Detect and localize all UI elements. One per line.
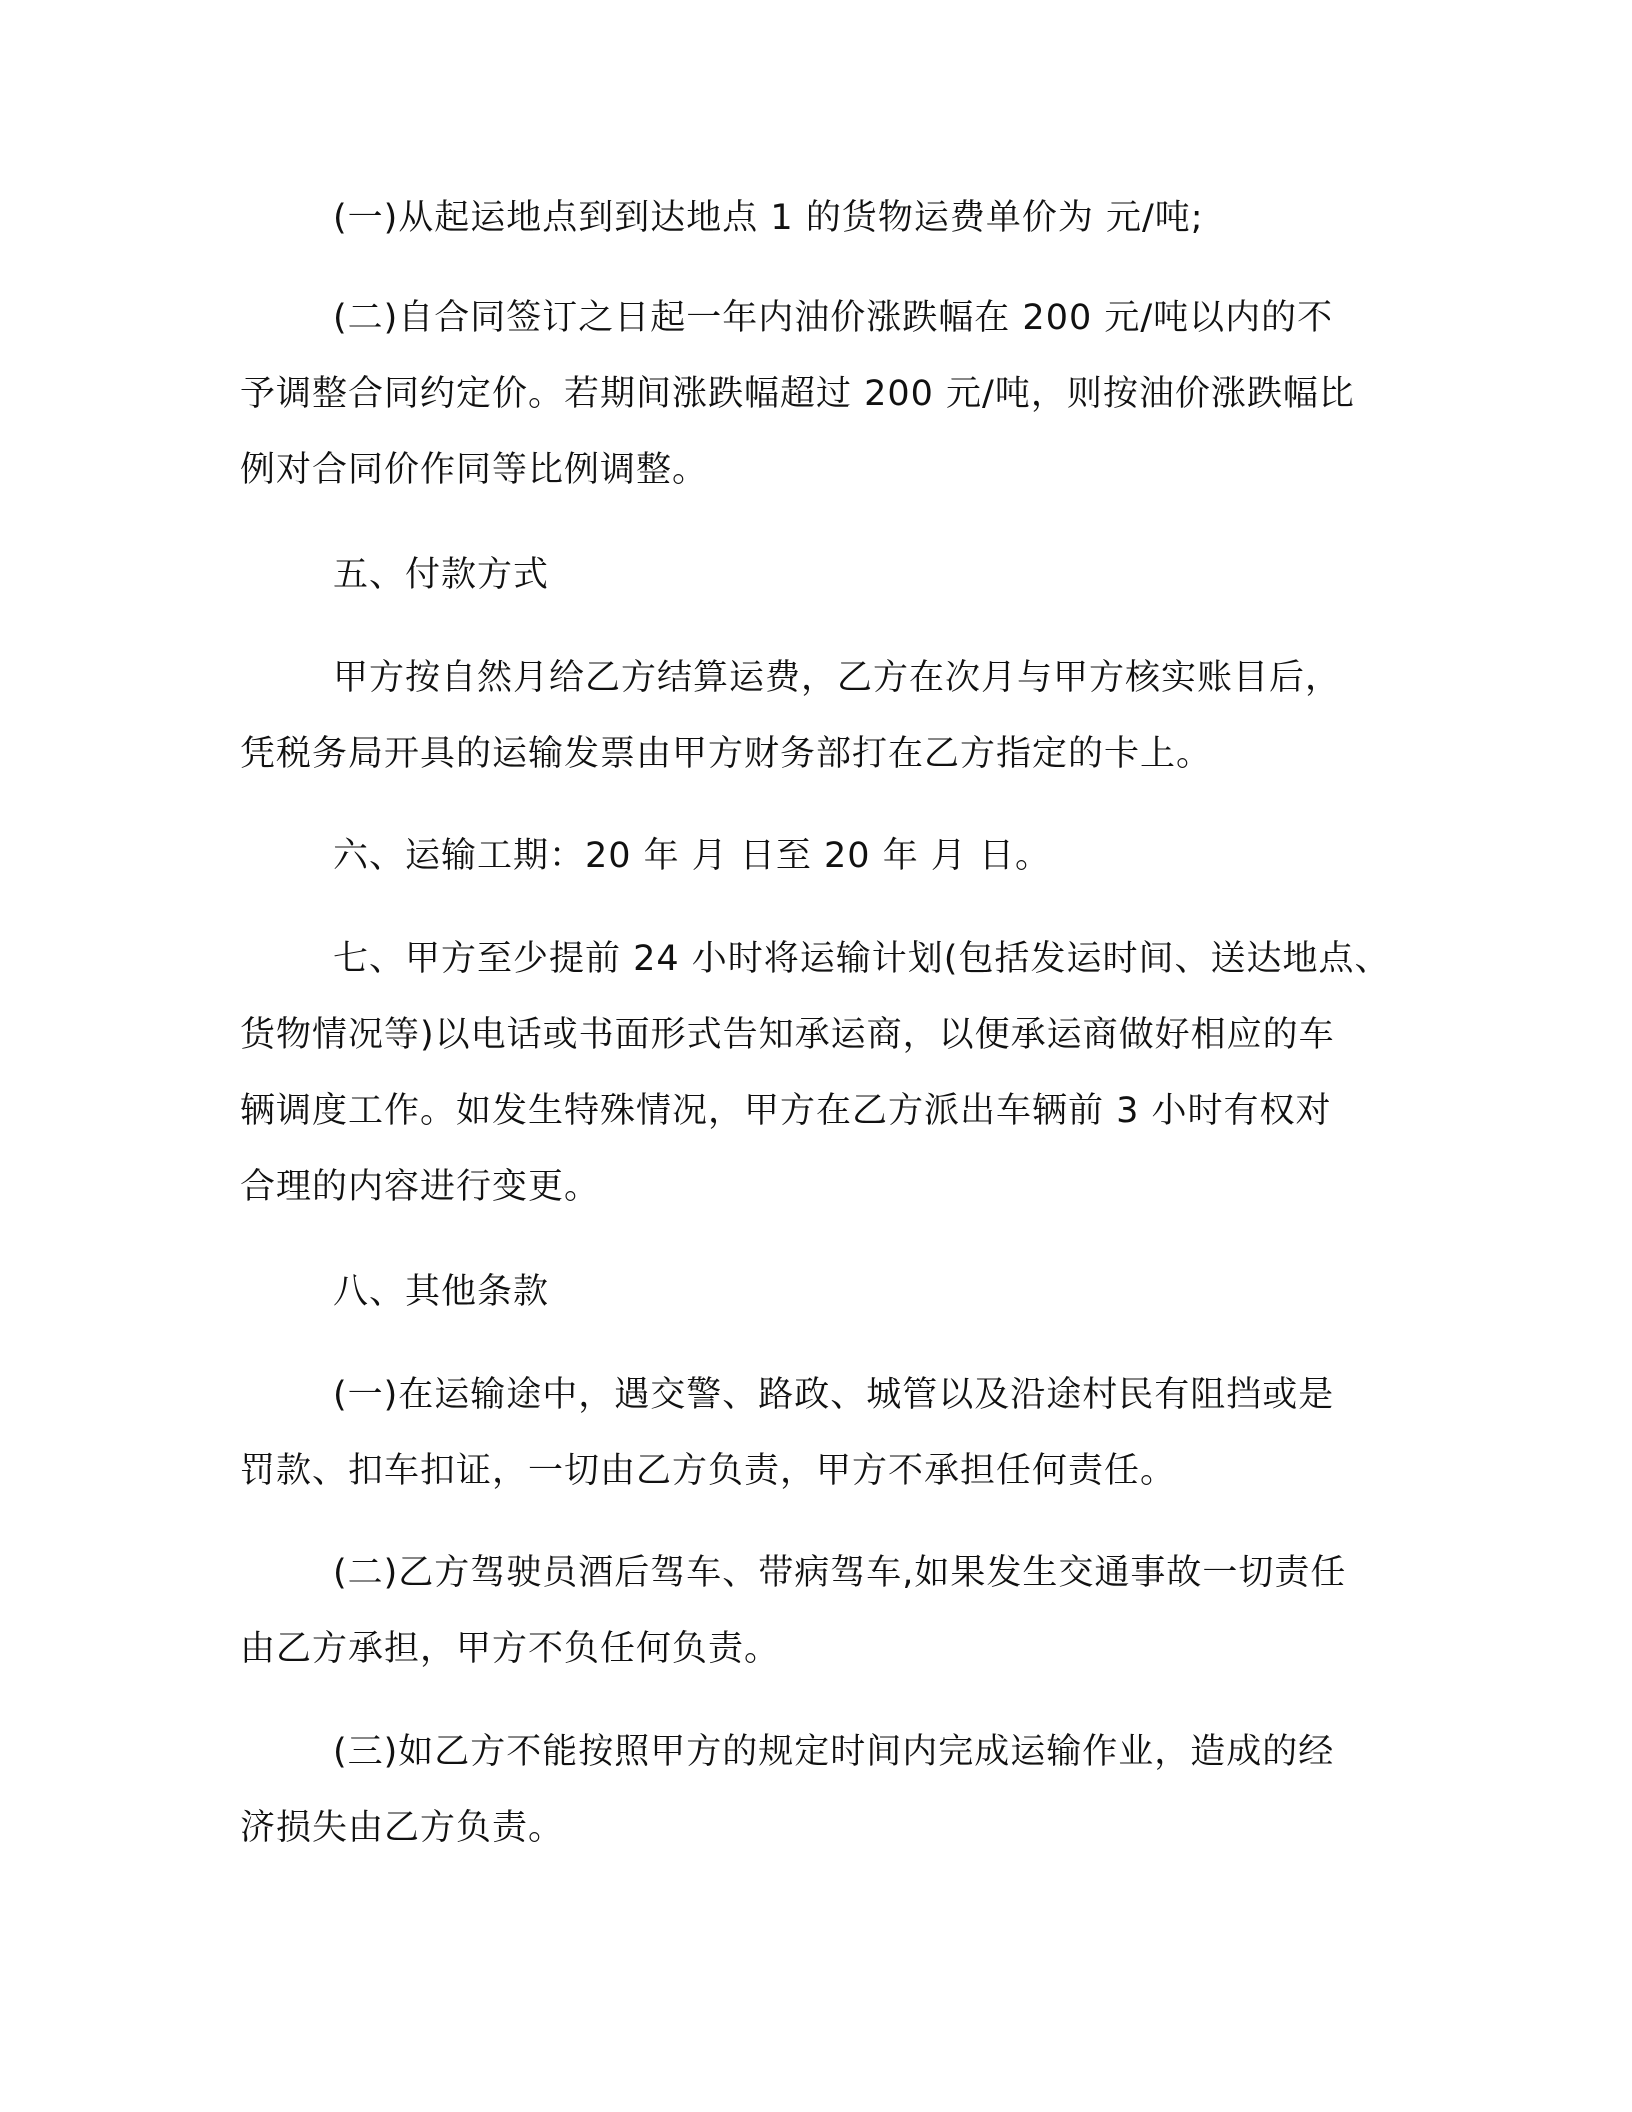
section-7-line-1: 七、甲方至少提前 24 小时将运输计划(包括发运时间、送达地点、 xyxy=(333,939,1391,979)
section-7-line-3: 辆调度工作。如发生特殊情况，甲方在乙方派出车辆前 3 小时有权对 xyxy=(240,1091,1332,1131)
section-5-line-1: 甲方按自然月给乙方结算运费，乙方在次月与甲方核实账目后， xyxy=(333,658,1342,698)
clause-8-2-line-1: (二)乙方驾驶员酒后驾车、带病驾车,如果发生交通事故一切责任 xyxy=(333,1553,1347,1593)
clause-4-2-line-3: 例对合同价作同等比例调整。 xyxy=(240,450,709,490)
section-6-line: 六、运输工期：20 年 月 日至 20 年 月 日。 xyxy=(333,836,1051,876)
section-5-line-2: 凭税务局开具的运输发票由甲方财务部打在乙方指定的卡上。 xyxy=(240,734,1213,774)
section-7-line-4: 合理的内容进行变更。 xyxy=(240,1167,601,1207)
clause-8-1-line-2: 罚款、扣车扣证，一切由乙方负责，甲方不承担任何责任。 xyxy=(240,1451,1177,1491)
section-8-heading: 八、其他条款 xyxy=(333,1272,550,1312)
clause-8-3-line-1: (三)如乙方不能按照甲方的规定时间内完成运输作业，造成的经 xyxy=(333,1732,1335,1772)
clause-8-2-line-2: 由乙方承担，甲方不负任何负责。 xyxy=(240,1629,781,1669)
clause-4-2-line-2: 予调整合同约定价。若期间涨跌幅超过 200 元/吨，则按油价涨跌幅比 xyxy=(240,374,1355,414)
clause-4-1-line-1: (一)从起运地点到到达地点 1 的货物运费单价为 元/吨; xyxy=(333,198,1204,238)
section-5-heading: 五、付款方式 xyxy=(333,555,550,595)
clause-4-2-line-1: (二)自合同签订之日起一年内油价涨跌幅在 200 元/吨以内的不 xyxy=(333,298,1334,338)
clause-8-1-line-1: (一)在运输途中，遇交警、路政、城管以及沿途村民有阻挡或是 xyxy=(333,1375,1335,1415)
section-7-line-2: 货物情况等)以电话或书面形式告知承运商，以便承运商做好相应的车 xyxy=(240,1015,1335,1055)
clause-8-3-line-2: 济损失由乙方负责。 xyxy=(240,1808,565,1848)
